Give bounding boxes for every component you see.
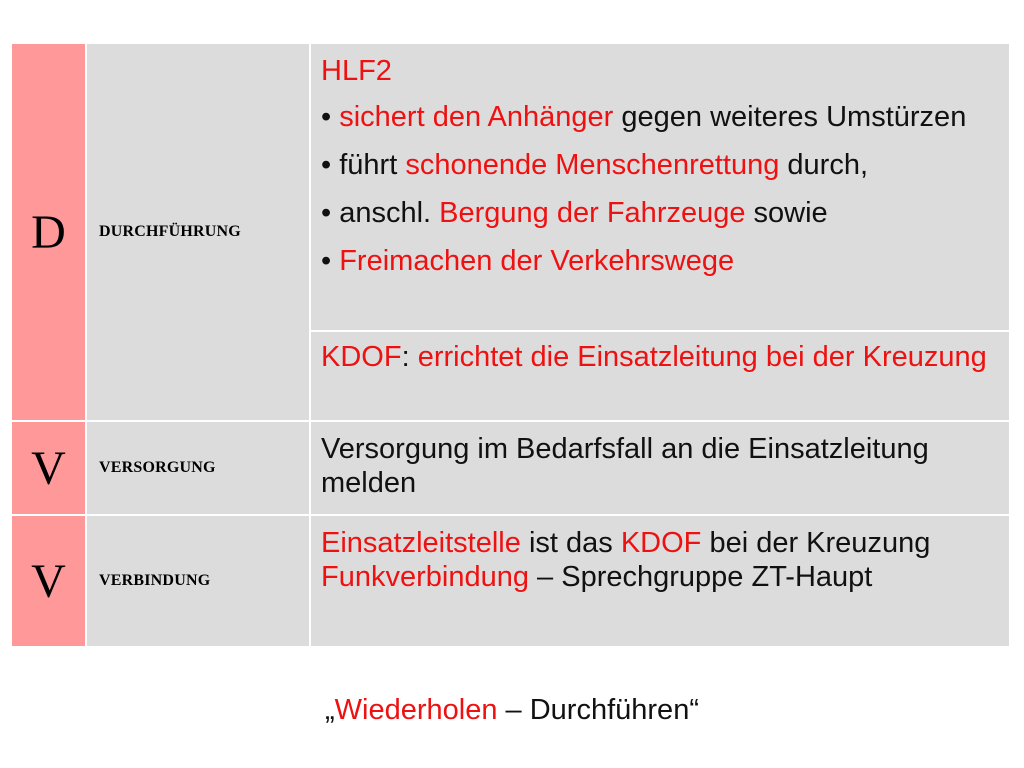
hlf2-title: HLF2 (321, 55, 392, 87)
verbindung-line-1: Einsatzleitstelle ist das KDOF bei der Kreuzung (321, 527, 931, 559)
letter-v-versorgung: V (12, 422, 87, 516)
row-verbindung (12, 516, 1011, 648)
letter-v-verbindung: V (12, 516, 87, 648)
hlf2-block (311, 44, 1011, 332)
list-item: • führt schonende Menschenrettung durch, (321, 149, 869, 181)
row-versorgung (12, 422, 1011, 516)
kdof-label: KDOF (321, 341, 402, 373)
label-durchfuehrung: DURCHFÜHRUNG (87, 44, 311, 422)
durchfuehrung-content (311, 44, 1011, 422)
verbindung-content (311, 516, 1011, 648)
ddv-table (12, 44, 1011, 648)
verbindung-line-2: Funkverbindung – Sprechgruppe ZT-Haupt (321, 561, 873, 593)
list-item: • Freimachen der Verkehrswege (321, 245, 735, 277)
label-verbindung: VERBINDUNG (87, 516, 311, 648)
letter-d: D (12, 44, 87, 422)
label-versorgung: VERSORGUNG (87, 422, 311, 516)
footer-caption: „Wiederholen – Durchführen“ (324, 694, 699, 726)
versorgung-text: Versorgung im Bedarfsfall an die Einsatzleitung melden (311, 422, 1011, 516)
row-durchfuehrung (12, 44, 1011, 422)
kdof-block: KDOF: errichtet die Einsatzleitung bei der Kreuzung (311, 332, 1011, 422)
list-item: • anschl. Bergung der Fahrzeuge sowie (321, 197, 828, 229)
kdof-text: errichtet die Einsatzleitung bei der Kreuzung (417, 341, 987, 373)
list-item: • sichert den Anhänger gegen weiteres Umstürzen (321, 101, 967, 133)
